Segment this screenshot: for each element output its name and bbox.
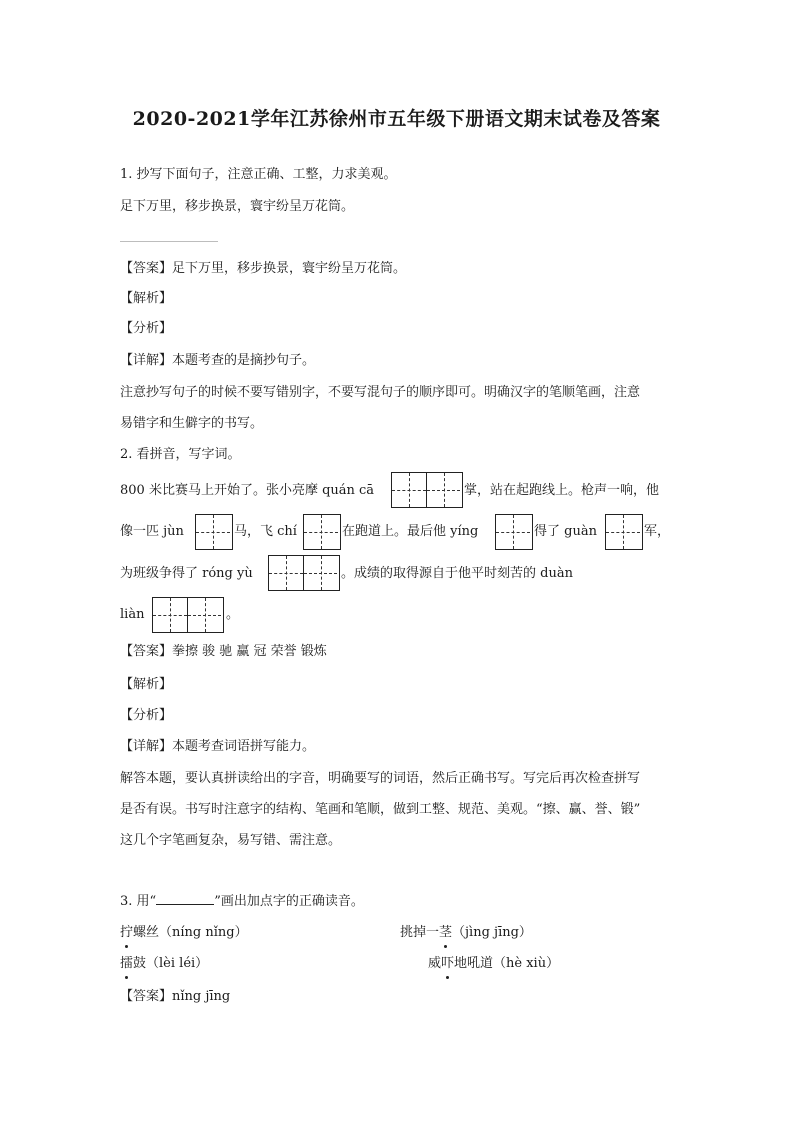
tianzige-box-5[interactable] [605,514,643,550]
tianzige-cell [187,598,221,632]
divider [120,241,218,242]
tianzige-box-4[interactable] [495,514,533,550]
tianzige-box-1[interactable] [391,472,463,508]
q2-prompt: 2. 看拼音，写字词。 [120,447,241,462]
q2-line2-a: 像一匹 jùn [120,524,184,539]
q2-line2-d: 得了 guàn [534,524,597,539]
dotted-char: 吓 [441,956,455,971]
dotted-char: 茎 [439,925,453,940]
q1-explain-line1: 注意抄写句子的时候不要写错别字，不要写混句子的顺序即可。明确汉字的笔顺笔画，注意 [120,385,641,400]
q2-line3-b: 。成绩的取得源自于他平时刻苦的 duàn [341,566,573,581]
tianzige-cell [426,473,460,507]
q1-prompt: 1. 抄写下面句子，注意正确、工整，力求美观。 [120,167,397,182]
tianzige-cell [496,515,530,549]
q2-line1-b: 掌，站在起跑线上。枪声一响，他 [464,483,660,498]
page-title: 2020-2021学年江苏徐州市五年级下册语文期末试卷及答案 [132,108,661,130]
dotted-char: 拧 [120,925,134,940]
q3-item-4: 威吓地吼道（hè xiù） [428,956,560,971]
q2-answer: 【答案】拳擦 骏 驰 赢 冠 荣誉 锻炼 [120,644,327,659]
tianzige-cell [303,556,337,590]
tianzige-cell [196,515,230,549]
q1-detail: 【详解】本题考查的是摘抄句子。 [120,353,316,368]
underline-sample [156,893,214,905]
tianzige-box-7[interactable] [152,597,224,633]
q3-item-1: 拧螺丝（níng nǐng） [120,925,248,940]
tianzige-cell [392,473,426,507]
q2-line2-e: 军， [644,524,671,539]
q3-answer: 【答案】nǐng jīng [120,989,231,1004]
tianzige-box-6[interactable] [268,555,340,591]
tianzige-cell [606,515,640,549]
q1-explain-line2: 易错字和生僻字的书写。 [120,416,264,431]
q1-analysis-label: 【解析】 [120,291,173,306]
q2-fenxi-label: 【分析】 [120,708,173,723]
q2-explain-line1: 解答本题，要认真拼读给出的字音，明确要写的词语，然后正确书写。写完后再次检查拼写 [120,771,641,786]
q2-line4-a: liàn [120,607,145,622]
q1-fenxi-label: 【分析】 [120,321,173,336]
q2-line2-b: 马，飞 chí [234,524,297,539]
q3-prompt: 3. 用“ ”画出加点字的正确读音。 [120,894,364,909]
q2-line2-c: 在跑道上。最后他 yíng [342,524,479,539]
tianzige-cell [153,598,187,632]
q2-explain-line2: 是否有误。书写时注意字的结构、笔画和笔顺，做到工整、规范、美观。“擦、赢、誉、锻” [120,802,641,817]
q1-answer: 【答案】足下万里，移步换景，寰宇纷呈万花筒。 [120,261,407,276]
tianzige-cell [304,515,338,549]
q2-detail: 【详解】本题考查词语拼写能力。 [120,739,316,754]
q2-line1-a: 800 米比赛马上开始了。张小亮摩 quán cā [120,483,375,498]
tianzige-box-2[interactable] [195,514,233,550]
tianzige-box-3[interactable] [303,514,341,550]
dotted-char: 擂 [120,956,134,971]
q3-item-2: 挑掉一茎（jìng jīng） [400,925,532,940]
tianzige-cell [269,556,303,590]
q2-line3-a: 为班级争得了 róng yù [120,566,253,581]
q1-sentence: 足下万里，移步换景，寰宇纷呈万花筒。 [120,199,355,214]
q2-analysis-label: 【解析】 [120,677,173,692]
q3-item-3: 擂鼓（lèi léi） [120,956,209,971]
q2-explain-line3: 这几个字笔画复杂，易写错、需注意。 [120,833,342,848]
q2-line4-b: 。 [226,607,240,622]
